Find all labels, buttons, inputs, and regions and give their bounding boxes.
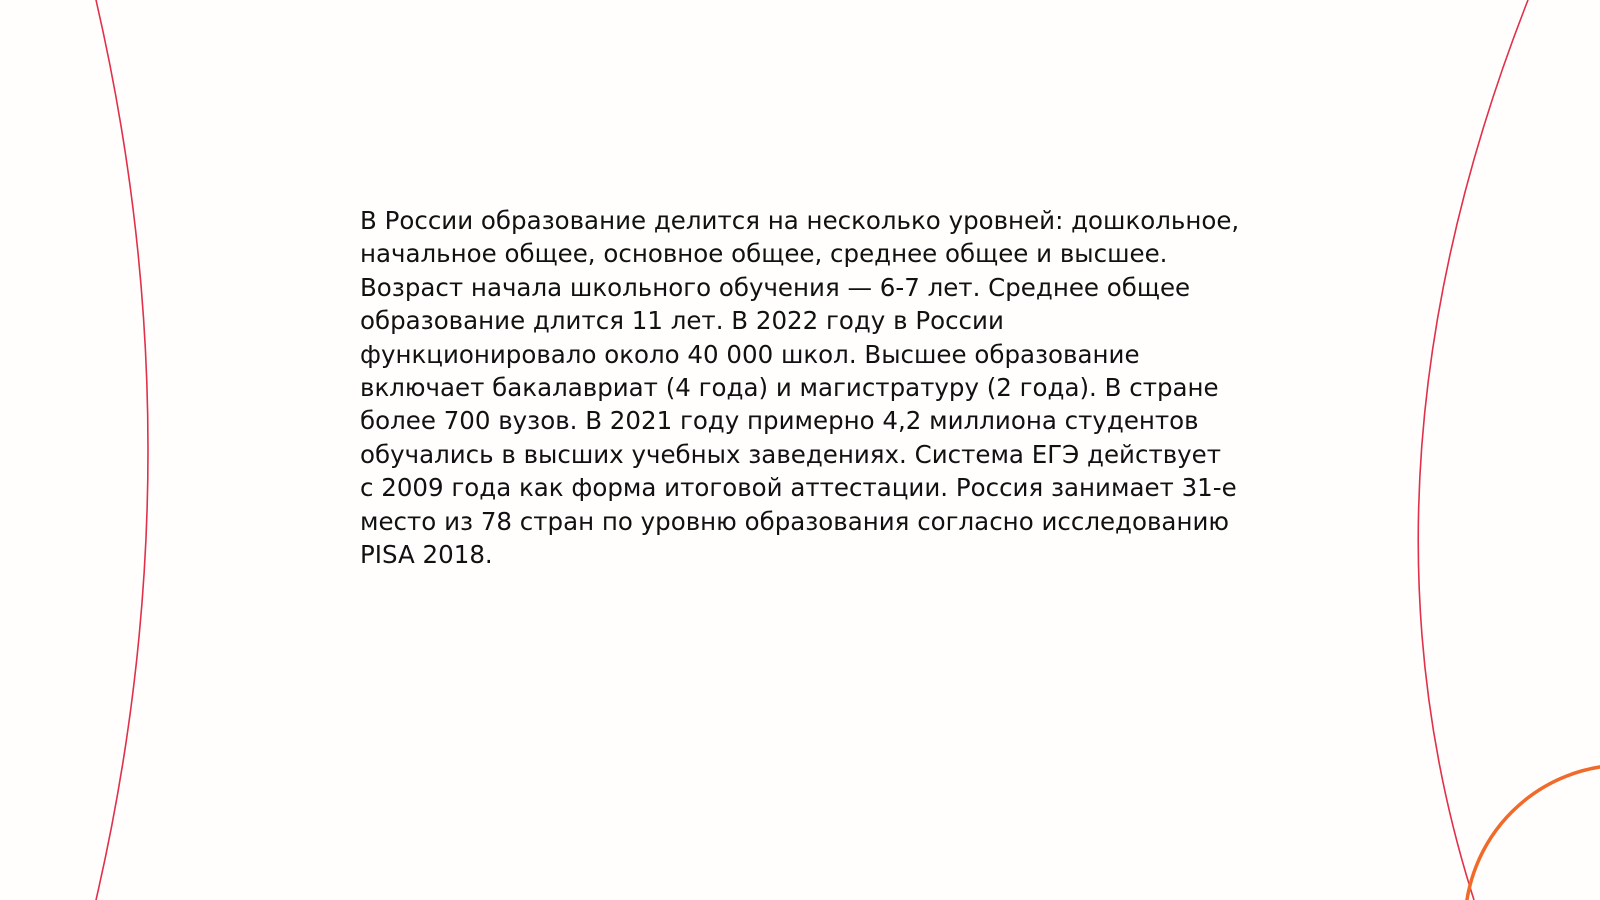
body-paragraph: В России образование делится на несколько уровней: дошкольное, начальное общее, основное общее, среднее общее и высшее. Возраст начала школьного обучения — 6-7 лет. Среднее общее образование длится 11 лет. В 2022 году в России функционировало около 40 000 школ. Высшее образование включает бакалавриат (4 года) и магистратуру (2 года). В стране более 700 вузов. В 2021 году примерно 4,2 миллиона студентов обучались в высших учебных заведениях. Система ЕГЭ действует с 2009 года как форма итоговой аттестации. Россия занимает 31-е место из 78 стран по уровню образования согласно исследованию PISA 2018. [360,206,1240,570]
orange-arc [1465,765,1600,900]
left-curve-line [96,0,148,900]
right-curve-line [1418,0,1528,900]
